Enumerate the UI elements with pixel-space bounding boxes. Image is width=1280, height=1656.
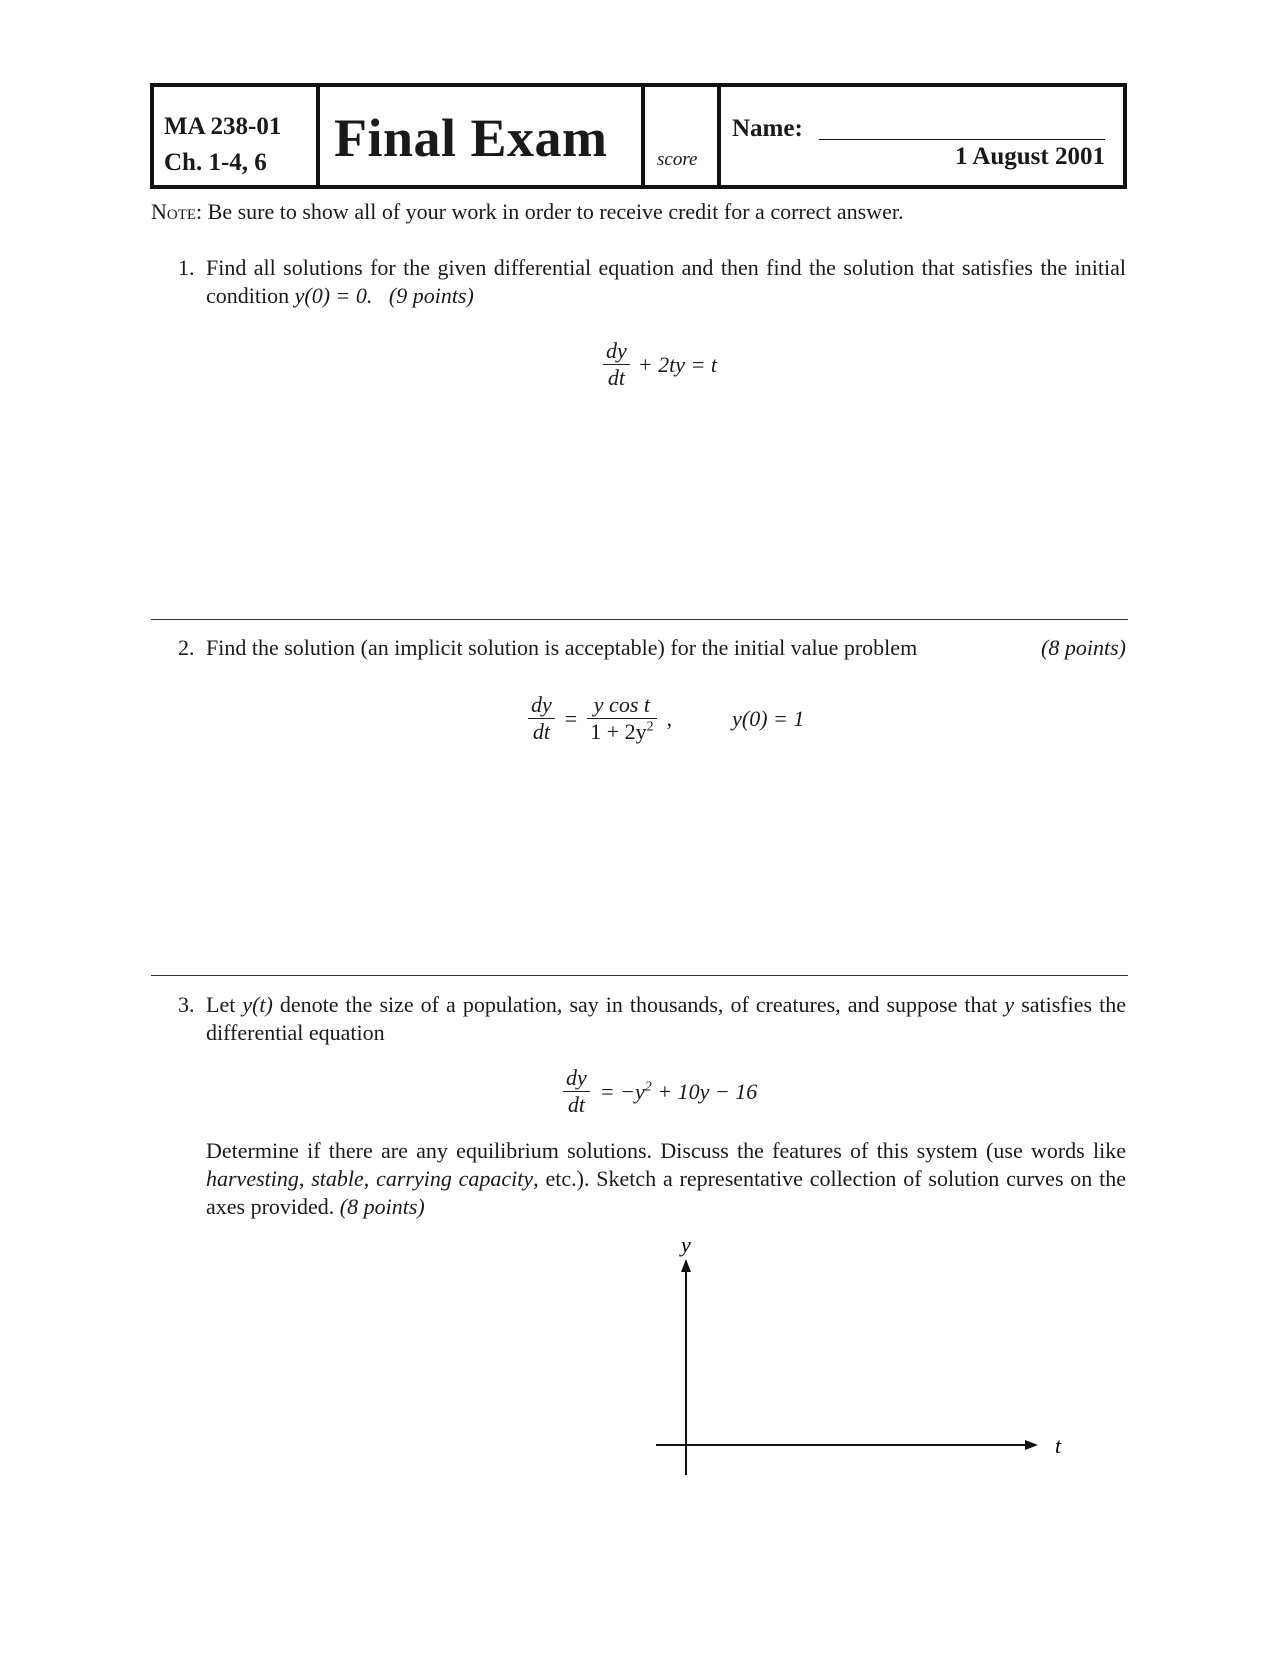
q1-derivative bbox=[603, 338, 630, 391]
q1-eq-rest: + 2ty = t bbox=[637, 351, 717, 377]
q3-text-c: satisfies the differential equation bbox=[206, 992, 1126, 1045]
q3-word-harvesting: harvesting bbox=[206, 1166, 299, 1191]
q3-paragraph-text bbox=[206, 1137, 1126, 1221]
q3-rhs-exp: 2 bbox=[644, 1079, 652, 1095]
name-blank-line[interactable] bbox=[819, 139, 1105, 140]
divider bbox=[151, 975, 1128, 976]
instructions-note bbox=[151, 199, 903, 225]
question-text bbox=[206, 991, 1126, 1047]
q2-deriv-den: dt bbox=[528, 718, 555, 745]
q2-rhs-fraction bbox=[587, 692, 656, 745]
q3-rhs-b: + 10y − 16 bbox=[651, 1078, 758, 1104]
q3-text-b: denote the size of a population, say in thousands, of creatures, and suppose that bbox=[272, 992, 1005, 1017]
q2-rhs-num: y cos t bbox=[593, 692, 650, 717]
y-axis-arrow-icon bbox=[681, 1259, 691, 1272]
sketch-axes[interactable] bbox=[640, 1232, 1080, 1485]
q3-yt: y(t) bbox=[242, 992, 273, 1017]
q2-points: (8 points) bbox=[1041, 635, 1126, 660]
t-axis-label: t bbox=[1055, 1433, 1062, 1458]
note-prefix: Note: bbox=[151, 199, 203, 224]
q1-deriv-den: dt bbox=[603, 364, 630, 391]
question-number: 1. bbox=[178, 255, 195, 280]
q3-deriv-den: dt bbox=[563, 1091, 590, 1118]
q2-rhs-den-text: 1 + 2y bbox=[590, 719, 647, 744]
score-cell bbox=[645, 87, 721, 185]
name-label: Name: bbox=[732, 115, 803, 142]
name-cell bbox=[721, 87, 1123, 185]
q3-para-a: Determine if there are any equilibrium solutions. Discuss the features of this system (use words like bbox=[206, 1138, 1126, 1163]
q3-equation bbox=[563, 1065, 757, 1118]
divider bbox=[151, 619, 1128, 620]
q3-derivative bbox=[563, 1065, 590, 1118]
q3-sep-2: , bbox=[363, 1166, 377, 1191]
q2-text: Find the solution (an implicit solution is acceptable) for the initial value problem bbox=[206, 635, 918, 660]
exam-title: Final Exam bbox=[320, 87, 645, 185]
q1-condition: y(0) = 0. bbox=[294, 283, 373, 308]
y-axis-label: y bbox=[681, 1232, 691, 1257]
q3-text-a: Let bbox=[206, 992, 243, 1017]
question-text bbox=[206, 634, 1126, 662]
q3-points: (8 points) bbox=[339, 1194, 425, 1219]
course-code: MA 238-01 bbox=[164, 113, 282, 140]
chapters: Ch. 1-4, 6 bbox=[164, 149, 267, 176]
q3-rhs bbox=[600, 1079, 757, 1105]
q3-deriv-num: dy bbox=[566, 1065, 587, 1090]
exam-date: 1 August 2001 bbox=[954, 143, 1105, 170]
q2-equals: = bbox=[564, 705, 578, 731]
q2-rhs-den-exp: 2 bbox=[646, 719, 654, 735]
q2-condition: y(0) = 1 bbox=[732, 705, 805, 731]
q2-rhs-den bbox=[587, 718, 656, 745]
note-text: Be sure to show all of your work in order to receive credit for a correct answer. bbox=[202, 199, 904, 224]
score-label: score bbox=[657, 149, 698, 170]
q3-para-b: , etc.). Sketch a representative collection of solution curves on the axes provided. bbox=[206, 1166, 1126, 1219]
q3-word-carrying-capacity: carrying capacity bbox=[376, 1166, 534, 1191]
q1-deriv-num: dy bbox=[606, 338, 627, 363]
q1-text: Find all solutions for the given differential equation and then find the solution that satisfies the initial condition bbox=[206, 255, 1126, 308]
question-number: 3. bbox=[178, 992, 195, 1017]
exam-header bbox=[150, 83, 1127, 189]
q1-points: (9 points) bbox=[388, 283, 474, 308]
q1-equation bbox=[603, 338, 717, 391]
q3-y: y bbox=[1004, 992, 1015, 1017]
q2-derivative bbox=[528, 692, 555, 745]
q2-equation bbox=[528, 692, 804, 745]
q3-rhs-a: = −y bbox=[599, 1078, 645, 1104]
question-text bbox=[206, 254, 1126, 310]
question-number: 2. bbox=[178, 635, 195, 660]
q2-deriv-num: dy bbox=[531, 692, 552, 717]
q3-word-stable: stable bbox=[311, 1166, 364, 1191]
q3-sep-1: , bbox=[298, 1166, 312, 1191]
course-cell bbox=[154, 87, 320, 185]
q2-comma: , bbox=[666, 705, 673, 731]
t-axis-arrow-icon bbox=[1025, 1440, 1038, 1450]
